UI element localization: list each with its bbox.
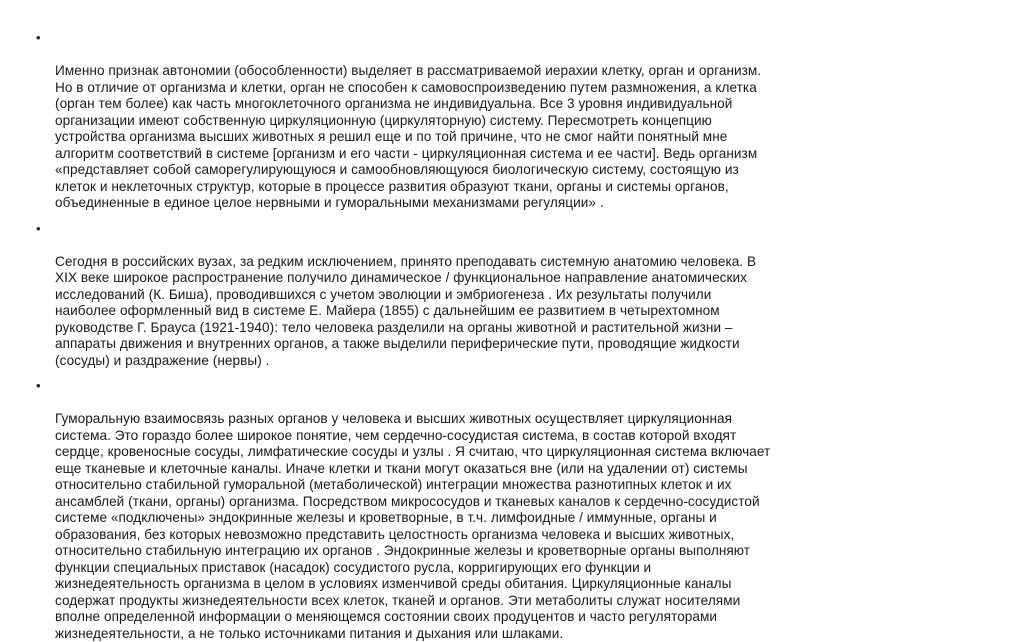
paragraph-text: Именно признак автономии (обособленности) выделяет в рассматриваемой иерахии клетку, орган и организм. Но в отличие от организма и клетки, орган не способен к самовоспроизведению путем размножения, а клетка (орган тем более) как часть многоклеточного организма не индивидуальна. Все 3 уровня индивидуальной организации имеют собственную циркуляционную (циркуляторную) систему. Пересмотреть концепцию устройства организма высших животных я решил еще и по той причине, что не смог найти понятный мне алгоритм соответствий в системе [организм и его части - циркуляционная система и ее части]. Ведь организм «представляет собой саморегулирующуюся и самообновляющуюся биологическую систему, состоящую из клеток и неклеточных структур, которые в процессе развития образуют ткани, органы и системы органов, объединенные в единое целое нервными и гуморальными механизмами регуляции» .	[55, 63, 762, 210]
paragraph-text: Гуморальную взаимосвязь разных органов у человека и высших животных осуществляет циркуляционная система. Это гораздо более широкое понятие, чем сердечно-сосудистая система, в состав которой входят сердце, кровеносные сосуды, лимфатические сосуды и узлы . Я считаю, что циркуляционная система включает еще тканевые и клеточные каналы. Иначе клетки и ткани могут оказаться вне (или на удалении от) системы относительно стабильной гуморальной (метаболической) интеграции множества разнотипных клеток и их ансамблей (ткани, органы) организма. Посредством микрососудов и тканевых каналов к сердечно-сосудистой системе «подключены» эндокринные железы и кроветворные, в т.ч. лимфоидные / иммунные, органы и образования, без которых невозможно представить целостность организма человека и высших животных, относительно стабильную интеграцию их органов . Эндокринные железы и кроветворные органы выполняют функции специальных приставок (насадок) сосудистого русла, корригирующих его функции и жизнедеятельность организма в целом в условиях изменчивой среды обитания. Циркуляционные каналы содержат продукты жизнедеятельности всех клеток, тканей и органов. Эти метаболиты служат носителями вполне определенной информации о меняющемся состоянии своих продуцентов и часто регуляторами жизнедеятельности, а не только источниками питания и дыхания или шлаками.	[55, 411, 771, 641]
bullet-dot-icon: •	[36, 378, 41, 393]
bullet-list	[36, 30, 980, 642]
bullet-item-autonomy	[36, 30, 980, 212]
paragraph-text: Сегодня в российских вузах, за редким исключением, принято преподавать системную анатомию человека. В XIX веке широкое распространение получило динамическое / функциональное направление анатомических исследований (К. Биша), проводившихся с учетом эволюции и эмбриогенеза . Их результаты получили наиболее оформленный вид в системе Е. Майера (1855) с дальнейшим ее развитием в четырехтомном руководстве Г. Брауса (1921-1940): тело человека разделили на органы животной и растительной жизни – аппараты движения и внутренних органов, а также выделили периферические пути, проводящие жидкости (сосуды) и раздражение (нервы) .	[55, 253, 757, 368]
bullet-item-circulation	[36, 378, 980, 642]
bullet-dot-icon: •	[36, 220, 41, 236]
bullet-dot-icon: •	[36, 30, 41, 45]
bullet-item-anatomy	[36, 221, 980, 370]
